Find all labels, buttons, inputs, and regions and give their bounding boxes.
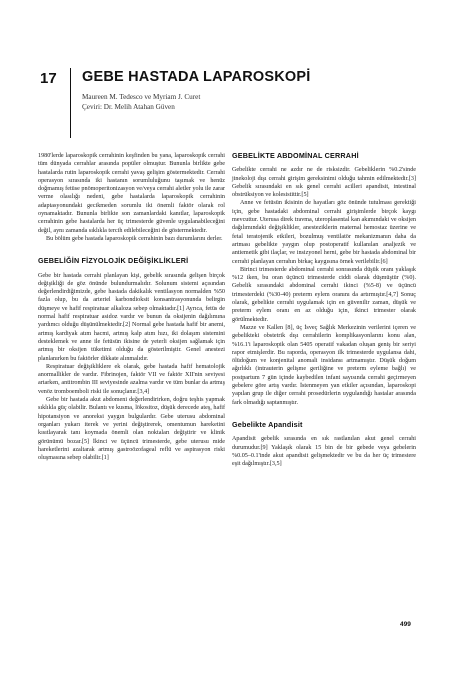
left-column — [38, 152, 225, 462]
body-paragraph: Respiratuar değişikliklere ek olarak, gebe hastada hafif hematolojik anormallikler de vardır. Fibrinojen, faktör VII ve faktör XII'nin seviyesi artarken, antitrombin III seviyesinde azalma vardır ve tüm bunlar da artmış venöz tromboemboli riski ile sonuçlanır.[3,4] — [38, 363, 225, 395]
section-heading-appendicitis: Gebelikte Apandisit — [232, 419, 303, 429]
body-paragraph: Gebe bir hastada cerrahi planlayan kişi, gebelik sırasında gelişen birçok değişikliği de göz önünde bulundurmalıdır. Solunum sistemi açısından değerlendirdiğimizde, gebe hastada dakikalık ventilasyon normalden %50 fazla olup, bu da arteriel karbondioksit konsantrasyonunda belirgin düşmeye ve hafif respiratuar alkaloza sebep olmaktadır.[1] Ayrıca, fetüs de normal hafif respiratuar asidoz vardır ve bunun da oksijenin dağılımına yardımcı olduğu düşünülmektedir.[2] Normal gebe hastada hafif bir anemi, artmış kardiyak atım hacmi, artmış kalp atım hızı, iki dolaşım sistemini desteklemek ve anne ile fetüsün ikisine de yeterli oksijen sağlamak için artmış bir oksijen tüketimi olduğu da gösterilmiştir. Genel anestezi planlanırken bu faktörler dikkate alınmalıdır. — [38, 272, 225, 362]
chapter-divider-rule — [70, 68, 71, 138]
page-number: 499 — [400, 621, 411, 628]
chapter-number: 17 — [40, 70, 57, 87]
body-paragraph: Anne ve fetüsün ikisinin de hayatları göz önünde tutulması gerektiği için, gebe hastadaki abdominal cerrahi girişimlerde birçok kaygı mevcuttur. Uterusa direk travma, uteroplasental kan akımındaki ve oksijen dağılımındaki değişiklikler, anesteziklerin maternal hemostaz üzerine ve fetal teratojenik etkileri, bozulmuş ventilatör mekanizmanın daha da artması gebelikte yaygın olup postoperatif kullanılan analjezik ve antiemetik gibi ilaçlar, ve insizyonel herni, gebe bir hastada abdominal bir cerrahi planlayan cerrahın birkaç kaygısına örnek verilebilir.[6] — [232, 200, 416, 265]
body-paragraph: Apandisit gebelik sırasında en sık rastlanılan akut genel cerrahi durumudur.[9] Yaklaşık olarak 15 bin de bir gebede veya gebelerin %0.05–0.1'inde akut apandisit gelişmektedir ve bu da her üç trimestere eşit dağılmıştır.[3,5] — [232, 436, 416, 468]
body-paragraph: Mazze ve Kallen [8], üç İsveç Sağlık Merkezinin verilerini içeren ve gebelikteki obstetrik dışı cerrahilerin komplikasyonlarını konu alan, %16.1'i laparoskopik olan 5405 operatif vakadan oluşan geniş bir seriyi rapor etmişlerdir. Bu raporda, operasyon ilk trimesterde uygulansa dahi, ölüdoğum ve konjenital anomali insidansı artmamıştır. Düşük doğum ağırlıklı (intrauterin gelişme geriliğine ve preterm eyleme bağlı) ve postpartum 7 gün içinde kaybedilen infant sayısında cerrahi geçirmeyen gebelere göre artış vardır. İstenmeyen yan etkiler açısından, laparoskopi yapılan grup ile diğer cerrahi prosedürlerin uygulandığı hastalar arasında fark olmadığı saptanmıştır. — [232, 324, 416, 406]
chapter-title: GEBE HASTADA LAPAROSKOPİ — [82, 69, 311, 85]
section-heading-physiology: GEBELİĞİN FİZYOLOJİK DEĞİŞİKLİKLERİ — [38, 256, 189, 266]
section-heading-abdominal-surgery: GEBELİKTE ABDOMİNAL CERRAHİ — [232, 151, 359, 160]
body-paragraph: Gebelikte cerrahi ne azdır ne de risksizdir. Gebeliklerin %0.2'sinde jinekoloji dışı cerrahi girişim gereksinimi olduğu tahmin edilmektedir.[3] Gebelik sırasındaki en sık genel cerrahi acilleri apandisit, intestinal obstrüksiyon ve kolesistittir.[5] — [232, 167, 416, 199]
intro-paragraph: Bu bölüm gebe hastada laparoskopik cerrahinin bazı durumlarını derler. — [46, 235, 223, 242]
translator-line: Çeviri: Dr. Melih Atahan Güven — [82, 103, 175, 111]
author-block — [82, 92, 200, 112]
intro-paragraph: 1980'lerde laparoskopik cerrahinin keşfinden bu yana, laparoskopik cerrahi tüm dünyada cerrahlar arasında popüler olmuştur. Bununla birlikte gebe hastalarda rutin laparoskopik cerrahi yavaş gelişim göstermektedir. Cerrahi operasyon sırasında iki hastanın sorumluluğunu taşımak ve henüz doğmamış fetüse pnömoperitonizasyon ve/veya cerrahi aletler yolu ile zarar verme olasılığı nedeni, gebe hastalarda laparoskopik cerrahinin adaptasyonundaki gecikmeden sorumlu iki önemli faktör olarak rol oynamaktadır. Bununla birlikte son zamanlardaki kanıtlar, laparoskopik cerrahinin gebe hastalarda her üç trimesterde güvenle uygulanabileceğini değil, aynı zamanda sıklıkla tercih edilebileceğini de göstermektedir. — [38, 153, 225, 234]
body-paragraph: Birinci trimesterde abdominal cerrahi sonrasında düşük oranı yaklaşık %12 iken, bu oran üçüncü trimesterde ciddi olarak düşmüştür (%0). Gebelik sırasındaki abdominal cerrahi ikinci (%5-8) ve üçüncü trimesterdeki (%30-40) preterm eylem oranını da artırmıştır.[4,7] Sonuç olarak, gebelikte cerrahi uygulamak için en güvenilir zaman, düşük ve preterm eylem oranı en az olduğu için, ikinci trimester olarak görülmektedir. — [232, 266, 416, 323]
body-paragraph: Gebe bir hastada akut abdomeni değerlendirirken, doğru teşhis yapmak sıklıkla güç olabilir. Bulantı ve kusma, lökositoz, düşük derecede ateş, hafif hipotansiyon ve anoreksi yaygın bulgulardır. Gebe uterusu abdominal organları yukarı iterek ve yerini değiştirerek, omentumun hareketini kısıtlayarak tanı koymada önemli olan noktaları değiştirir ve klinik görünümü bozar.[5] İkinci ve üçüncü trimesterde, gebe uterusu mide hareketlerini azaltarak artmış gastroözofageal reflü ve aspirasyon riski oluşmasına sebep olabilir.[1] — [38, 397, 225, 462]
right-column — [232, 152, 416, 468]
authors-line: Maureen M. Tedesco ve Myriam J. Curet — [82, 93, 201, 101]
